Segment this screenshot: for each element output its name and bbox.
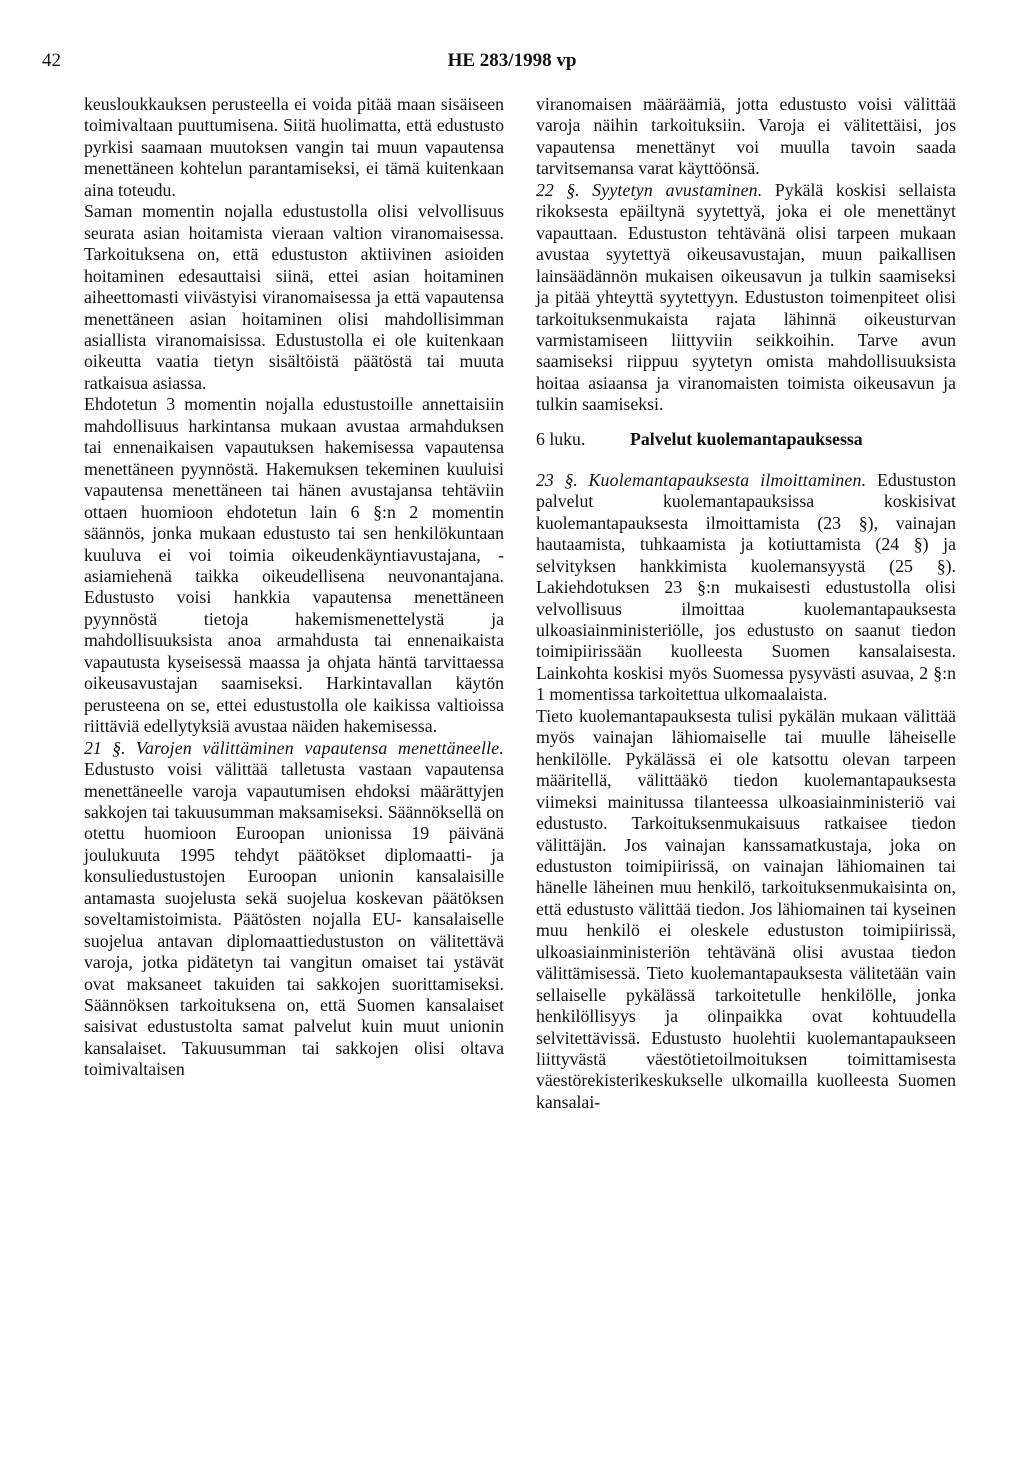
paragraph: viranomaisen määräämiä, jotta edustusto voisi välittää varoja näihin tarkoituksiin. Varoja ei välitettäisi, jos vapautensa menettänyt voi muulla tavoin saada tarvitsemansa varat käyttöönsä. — [536, 94, 956, 179]
chapter-heading — [536, 428, 956, 450]
section-title: Kuolemantapauksesta ilmoittaminen. — [588, 469, 867, 490]
section-number: 21 §. — [84, 737, 126, 758]
section-22-paragraph — [536, 180, 956, 416]
chapter-number: 6 luku. — [536, 428, 586, 449]
section-title: Syytetyn avustaminen. — [592, 179, 763, 200]
section-number: 22 §. — [536, 179, 580, 200]
section-text: Edustusto voisi välittää talletusta vastaan vapautensa menettäneelle varoja vapautumisen ehdoksi määrättyjen sakkojen tai takuusumman maksamiseksi. Säännöksellä on otettu huomioon Euroopan unionissa 19 päivänä joulukuuta 1995 tehdyt päätökset diplomaatti- ja konsuliedustustojen Euroopan unionin kansalaisille antamasta suojelusta sekä suojelua koskevan päätöksen soveltamistoimista. Päätösten nojalla EU- kansalaiselle suojelua antavan diplomaattiedustuston on välitettävä varoja, jotka pidätetyn tai vangitun omaiset tai ystävät ovat maksaneet takuiden tai sakkojen suorittamiseksi. Säännöksen tarkoituksena on, että Suomen kansalaiset saisivat edustustolta samat palvelut kuin muut unionin kansalaiset. Takuusumman tai sakkojen olisi oltava toimivaltaisen — [84, 759, 504, 1080]
chapter-title: Palvelut kuolemantapauksessa — [630, 428, 863, 449]
section-text: Pykälä koskisi sellaista rikoksesta epäiltynä syytettyä, joka ei ole menettänyt vapauttaan. Edustuston tehtävänä olisi tarpeen mukaan avustaa syytettyä oikeusavustajan, muun paikallisen lainsäädännön mukaisen oikeusavun ja tulkin saamiseksi ja pitää yhteyttä syytettyyn. Edustuston toimenpiteet olisi tarkoituksenmukaista rajata lähinnä oikeusturvan varmistamiseen liittyviin seikkoihin. Tarve avun saamiseksi riippuu syytetyn omista mahdollisuuksista hoitaa asiaansa ja viranomaisten toimista oikeusavun ja tulkin saamiseksi. — [536, 179, 956, 415]
paragraph: Tieto kuolemantapauksesta tulisi pykälän mukaan välittää myös vainajan lähiomaiselle tai muulle läheiselle henkilölle. Pykälässä ei ole katsottu olevan tarpeen määritellä, välittääkö tiedon kuolemantapauksesta viimeksi mainitussa tilanteessa ulkoasiainministeriö vai edustusto. Tarkoituksenmukaisuus ratkaisee tiedon välittäjän. Jos vainajan kanssamatkustaja, joka on edustuston toimipiirissä, on vainajan lähiomainen tai hänelle läheinen muu henkilö, tarkoituksenmukaisinta on, että edustusto välittää tiedon. Jos lähiomainen tai kyseinen muu henkilö ei oleskele edustuston toimipiirissä, ulkoasiainministeriön tehtävänä olisi avustaa tiedon välittämisessä. Tieto kuolemantapauksesta välitetään vain sellaiselle pykälässä tarkoitetulle henkilölle, jonka henkilöllisyys ja olinpaikka ovat kohtuudella selvitettävissä. Edustusto huolehtii kuolemantapaukseen liittyvästä väestötietoilmoituksen toimittamisesta väestörekisterikeskukselle ulkomailla kuolleesta Suomen kansalai- — [536, 705, 956, 1112]
right-column — [536, 94, 956, 1113]
left-column — [84, 94, 504, 1081]
section-23-paragraph — [536, 470, 956, 706]
page-number: 42 — [42, 50, 61, 71]
section-21-paragraph — [84, 738, 504, 1081]
section-title: Varojen välittäminen vapautensa menettäneelle. — [135, 737, 505, 758]
running-head: HE 283/1998 vp — [447, 50, 577, 71]
section-text: Edustuston palvelut kuolemantapauksissa koskisivat kuolemantapauksesta ilmoittamista (23 §), vainajan hautaamista, tuhkaamista ja kotiuttamista (24 §) ja selvityksen hankkimista kuolemansyystä (25 §). Lakiehdotuksen 23 §:n mukaisesti edustustolla olisi velvollisuus ilmoittaa kuolemantapauksesta ulkoasiainministeriölle, jos edustusto on saanut tiedon toimipiirissään kuolleesta Suomen kansalaisesta. Lainkohta koskisi myös Suomessa pysyvästi asuvaa, 2 §:n 1 momentissa tarkoitettua ulkomaalaista. — [536, 469, 956, 705]
paragraph: Saman momentin nojalla edustustolla olisi velvollisuus seurata asian hoitamista vieraan valtion viranomaisessa. Tarkoituksena on, että edustuston aktiivinen asioiden hoitaminen edesauttaisi siinä, ettei asian hoitaminen aiheettomasti viivästyisi viranomaisessa ja että vapautensa menettäneen asian hoitaminen olisi mahdollisimman asiallista viranomaisissa. Edustustolla ei ole kuitenkaan oikeutta vaatia tietyn sisältöistä päätöstä tai muuta ratkaisua asiassa. — [84, 201, 504, 393]
section-number: 23 §. — [536, 469, 578, 490]
paragraph: keusloukkauksen perusteella ei voida pitää maan sisäiseen toimivaltaan puuttumisena. Siitä huolimatta, että edustusto pyrkisi saamaan muutoksen vangin tai muun vapautensa menettäneen kohtelun parantamiseksi, ei tämä kuitenkaan aina toteudu. — [84, 94, 504, 200]
paragraph: Ehdotetun 3 momentin nojalla edustustoille annettaisiin mahdollisuus harkintansa mukaan avustaa armahduksen tai ennenaikaisen vapautuksen hakemisessa vapautensa menettäneen pyynnöstä. Hakemuksen tekeminen kuuluisi vapautensa menettäneen tai hänen avustajansa tehtäviin ottaen huomioon ehdotetun lain 6 §:n 2 momentin säännös, jonka mukaan edustusto tai sen henkilökuntaan kuuluva ei voi toimia oikeudenkäyntiavustajana, -asiamiehenä taikka oikeudellisena neuvonantajana. Edustusto voisi hankkia vapautensa menettäneen pyynnöstä tietoja hakemismenettelystä ja mahdollisuuksista anoa armahdusta tai ennenaikaista vapautusta kyseisessä maassa ja ohjata häntä tarvittaessa oikeusavustajan saamiseksi. Harkintavallan käytön perusteena on se, ettei edustustolla ole kaikissa valtioissa riittäviä edellytyksiä avustaa näiden hakemisessa. — [84, 394, 504, 737]
